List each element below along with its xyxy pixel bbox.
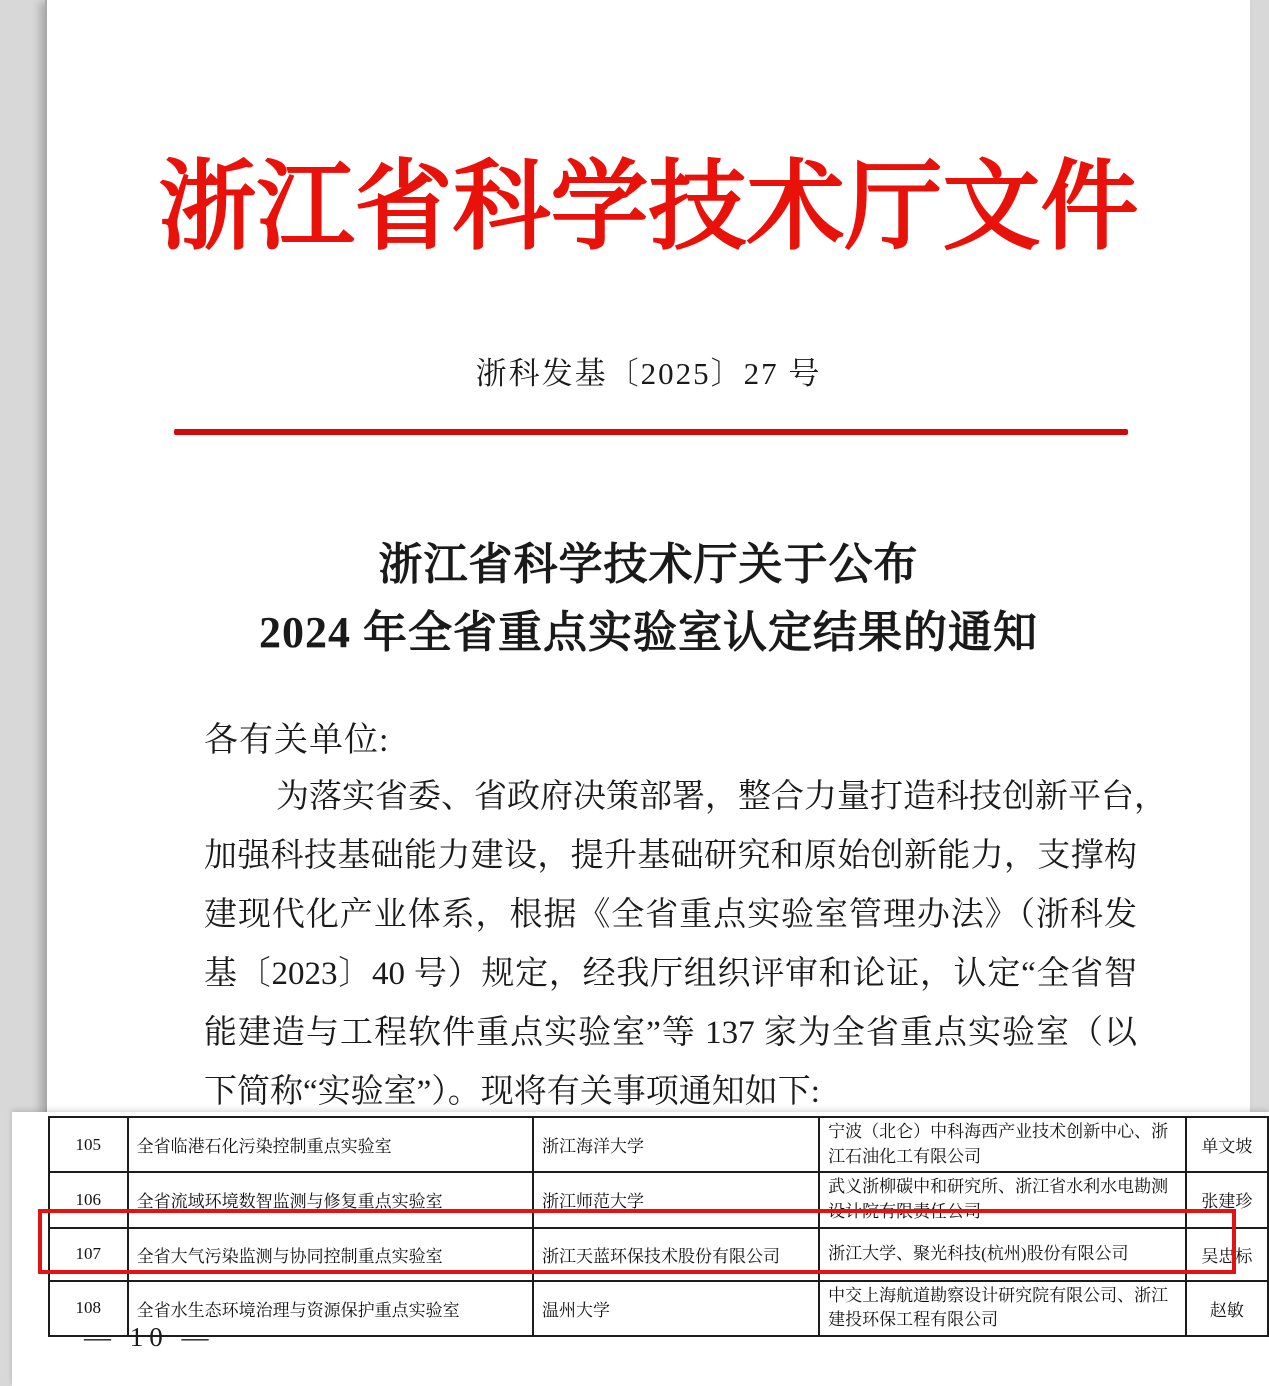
table-row	[49, 1281, 1268, 1336]
cell-partners: 中交上海航道勘察设计研究院有限公司、浙江建投环保工程有限公司	[819, 1281, 1186, 1336]
cell-partners: 武义浙柳碳中和研究所、浙江省水利水电勘测设计院有限责任公司	[819, 1172, 1186, 1227]
cell-director: 张建珍	[1186, 1172, 1268, 1227]
cell-institution: 温州大学	[533, 1281, 819, 1336]
key-laboratory-results-table	[48, 1116, 1269, 1337]
body-line: 下简称“实验室”）。现将有关事项通知如下:	[204, 1074, 820, 1110]
cell-partners: 浙江大学、聚光科技(杭州)股份有限公司	[819, 1228, 1186, 1281]
body-line: 基〔2023〕40 号）规定，经我厅组织评审和论证，认定“全省智	[204, 956, 1137, 992]
salutation: 各有关单位:	[204, 722, 390, 759]
cell-lab-name: 全省临港石化污染控制重点实验室	[128, 1117, 533, 1172]
notice-title-line2: 2024 年全省重点实验室认定结果的通知	[259, 608, 1038, 657]
table-row	[49, 1172, 1268, 1227]
body-line: 能建造与工程软件重点实验室”等 137 家为全省重点实验室（以	[204, 1015, 1137, 1051]
body-line: 为落实省委、省政府决策部署，整合力量打造科技创新平台，	[276, 779, 1167, 815]
body-paragraph	[204, 768, 1167, 1122]
cell-lab-name: 全省大气污染监测与协同控制重点实验室	[128, 1228, 533, 1281]
document-page	[45, 0, 1250, 1112]
cell-lab-name: 全省水生态环境治理与资源保护重点实验室	[128, 1281, 533, 1336]
cell-row-number: 105	[49, 1117, 128, 1172]
red-divider-rule	[174, 429, 1128, 435]
cell-row-number: 107	[49, 1228, 128, 1281]
cell-row-number: 106	[49, 1172, 128, 1227]
table-row-highlighted	[49, 1228, 1268, 1281]
cell-institution: 浙江天蓝环保技术股份有限公司	[533, 1228, 819, 1281]
cell-director: 单文坡	[1186, 1117, 1268, 1172]
cell-lab-name: 全省流域环境数智监测与修复重点实验室	[128, 1172, 533, 1227]
page-number: — 10 —	[84, 1322, 215, 1352]
document-number: 浙科发基〔2025〕27 号	[475, 356, 822, 391]
body-line: 加强科技基础能力建设，提升基础研究和原始创新能力，支撑构	[204, 838, 1137, 874]
results-table-page	[12, 1112, 1269, 1386]
cell-director: 吴忠标	[1186, 1228, 1268, 1281]
cell-partners: 宁波（北仑）中科海西产业技术创新中心、浙江石油化工有限公司	[819, 1117, 1186, 1172]
notice-title-line1: 浙江省科学技术厅关于公布	[378, 540, 919, 589]
cell-director: 赵敏	[1186, 1281, 1268, 1336]
agency-header-title: 浙江省科学技术厅文件	[158, 154, 1139, 262]
body-line: 建现代化产业体系，根据《全省重点实验室管理办法》（浙科发	[204, 897, 1137, 933]
cell-institution: 浙江海洋大学	[533, 1117, 819, 1172]
cell-row-number: 108	[49, 1281, 128, 1336]
cell-institution: 浙江师范大学	[533, 1172, 819, 1227]
table-row	[49, 1117, 1268, 1172]
